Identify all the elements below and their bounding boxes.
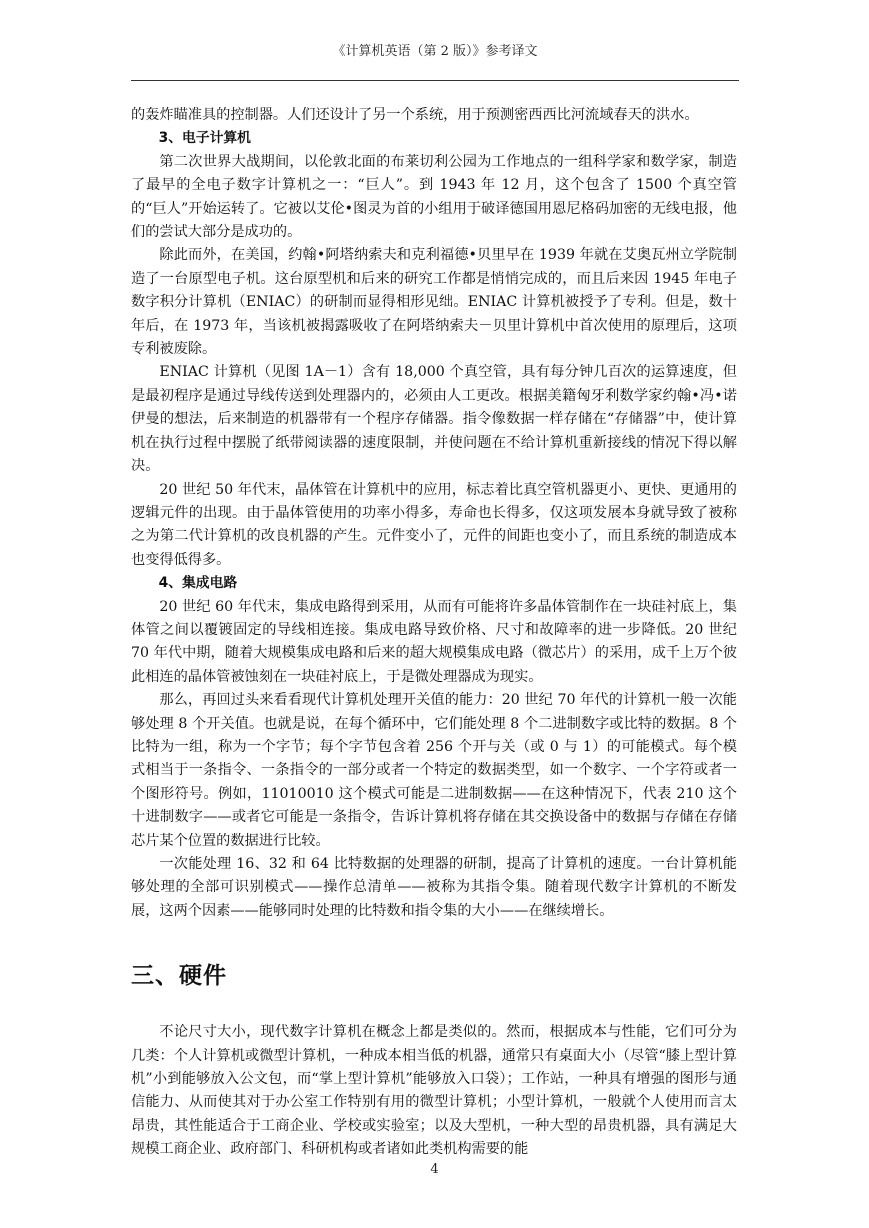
page-number: 4: [430, 1162, 439, 1177]
section-title-hardware: 三、硬件: [131, 963, 227, 990]
paragraph-instruction-set: 一次能处理 16、32 和 64 比特数据的处理器的研制，提高了计算机的速度。一台计算机能够处理的全部可识别模式——操作总清单——被称为其指令集。随着现代数字计算机的不断发展，这两个因素——能够同时处理的比特数和指令集的大小——在继续增长。: [131, 856, 737, 919]
document-body: [131, 104, 737, 1162]
paragraph-colossus: 第二次世界大战期间，以伦敦北面的布莱切利公园为工作地点的一组科学家和数学家，制造了最早的全电子数字计算机之一：“巨人”。到 1943 年 12 月，这个包含了 1500 个真空管的“巨人”开始运转了。它被以艾伦•图灵为首的小组用于破译德国用恩尼格码加密的无线电报，他们的尝试大部分是成功的。: [131, 153, 737, 241]
paragraph-eniac: ENIAC 计算机（见图 1A－1）含有 18,000 个真空管，具有每分钟几百次的运算速度，但是最初程序是通过导线传送到处理器内的，必须由人工更改。根据美籍匈牙利数学家约翰•冯•诺伊曼的想法，后来制造的机器带有一个程序存储器。指令像数据一样存储在“存储器”中，使计算机在执行过程中摆脱了纸带阅读器的速度限制，并使问题在不给计算机重新接线的情况下得以解决。: [131, 364, 737, 475]
subheading-electronic-computers: 3、电子计算机: [158, 130, 251, 147]
paragraph-switch-values: 那么，再回过头来看看现代计算机处理开关值的能力：20 世纪 70 年代的计算机一般一次能够处理 8 个开关值。也就是说，在每个循环中，它们能处理 8 个二进制数字或比特的数据。8 个比特为一组，称为一个字节；每个字节包含着 256 个开与关（或 0 与 1）的可能模式。每个模式相当于一条指令、一条指令的一部分或者一个特定的数据类型，如一个数字、一个字符或者一个图形符号。例如，11010010 这个模式可能是二进制数据——在这种情况下，代表 210 这个十进制数字——或者它可能是一条指令，告诉计算机将存储在其交换设备中的数据与存储在存储芯片某个位置的数据进行比较。: [131, 692, 737, 849]
header-divider: [131, 80, 739, 81]
paragraph-transistors: 20 世纪 50 年代末，晶体管在计算机中的应用，标志着比真空管机器更小、更快、更通用的逻辑元件的出现。由于晶体管使用的功率小得多，寿命也长得多，仅这项发展本身就导致了被称之为第二代计算机的改良机器的产生。元件变小了，元件的间距也变小了，而且系统的制造成本也变得低得多。: [131, 481, 737, 568]
paragraph-continued: 的轰炸瞄准具的控制器。人们还设计了另一个系统，用于预测密西西比河流域春天的洪水。: [131, 107, 699, 123]
paragraph-computer-classes: 不论尺寸大小，现代数字计算机在概念上都是类似的。然而，根据成本与性能，它们可分为几类：个人计算机或微型计算机，一种成本相当低的机器，通常只有桌面大小（尽管“膝上型计算机”小到能够放入公文包，而“掌上型计算机”能够放入口袋）；工作站，一种具有增强的图形与通信能力、从而使其对于办公室工作特别有用的微型计算机；小型计算机，一般就个人使用而言太昂贵，其性能适合于工商企业、学校或实验室；以及大型机，一种大型的昂贵机器，具有满足大规模工商企业、政府部门、科研机构或者诸如此类机构需要的能: [131, 1024, 737, 1158]
paragraph-atanasoff-berry: 除此而外，在美国，约翰•阿塔纳索夫和克利福德•贝里早在 1939 年就在艾奥瓦州立学院制造了一台原型电子机。这台原型机和后来的研究工作都是悄悄完成的，而且后来因 1945 年电子数字积分计算机（ENIAC）的研制而显得相形见绌。ENIAC 计算机被授予了专利。但是，数十年后，在 1973 年，当该机被揭露吸收了在阿塔纳索夫－贝里计算机中首次使用的原理后，这项专利被废除。: [131, 247, 737, 358]
paragraph-integrated-circuits: 20 世纪 60 年代末，集成电路得到采用，从而有可能将许多晶体管制作在一块硅衬底上，集体管之间以覆镀固定的导线相连接。集成电路导致价格、尺寸和故障率的进一步降低。20 世纪 70 年代中期，随着大规模集成电路和后来的超大规模集成电路（微芯片）的采用，成千上万个彼此相连的晶体管被蚀刻在一块硅衬底上，于是微处理器成为现实。: [131, 598, 737, 685]
subheading-integrated-circuits: 4、集成电路: [158, 575, 238, 592]
page-header: 《计算机英语（第 2 版）》参考译文: [332, 44, 538, 59]
